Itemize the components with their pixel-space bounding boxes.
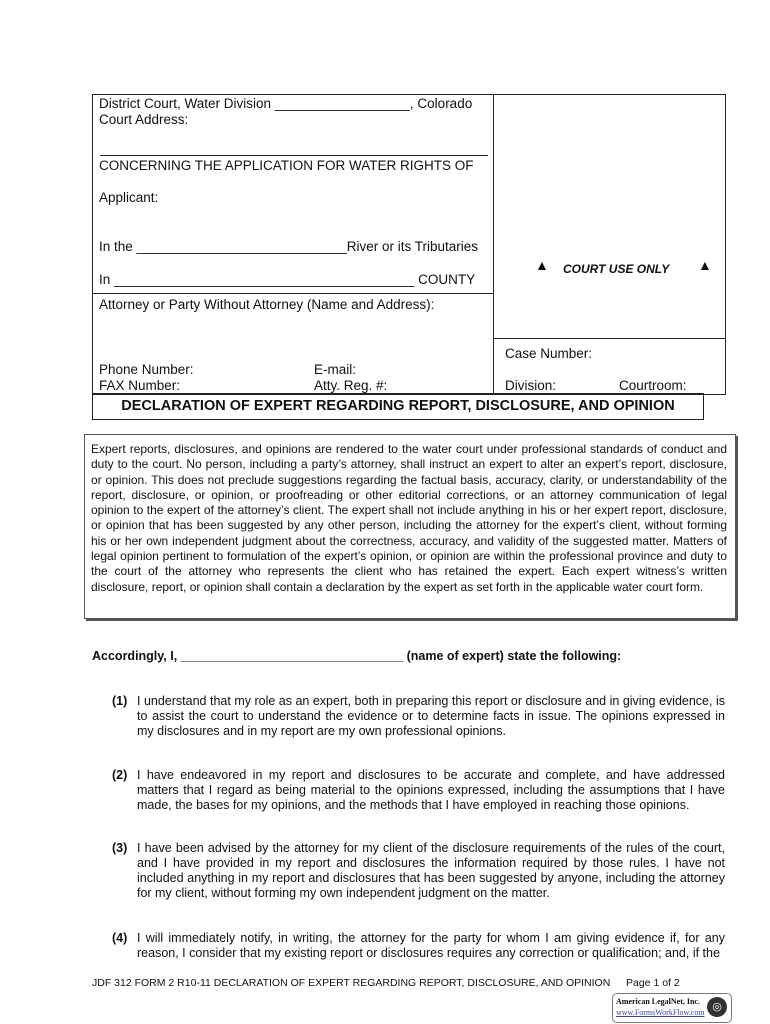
court-line[interactable]: District Court, Water Division __________________, Colorado — [99, 96, 473, 111]
court-address-label[interactable]: Court Address: — [99, 112, 189, 127]
fax-label[interactable]: FAX Number: — [99, 378, 181, 393]
paragraph-number: (4) — [112, 931, 128, 945]
courtroom-label[interactable]: Courtroom: — [619, 378, 687, 393]
concerning-line: CONCERNING THE APPLICATION FOR WATER RIGHTS OF — [99, 158, 474, 173]
email-label[interactable]: E-mail: — [314, 362, 357, 377]
logo-name: American LegalNet, Inc. — [616, 997, 700, 1006]
river-line[interactable]: In the ____________________________River or its Tributaries — [99, 239, 479, 254]
paragraph-number: (3) — [112, 841, 128, 855]
division-label[interactable]: Division: — [505, 378, 557, 393]
footer-form-id: JDF 312 FORM 2 R10-11 DECLARATION OF EXPERT REGARDING REPORT, DISCLOSURE, AND OPINION — [92, 977, 611, 989]
divider-line — [493, 338, 725, 339]
paragraph-text: I have endeavored in my report and disclosures to be accurate and complete, and have addressed matters that I regard as being material to the opinions expressed, including the assumptions that I have made, the bases for my opinions, and the methods that I have employed in reaching those opinions. — [137, 768, 725, 812]
triangle-left-icon: ▲ — [535, 257, 549, 273]
atty-reg-label[interactable]: Atty. Reg. #: — [314, 378, 388, 393]
document-title: DECLARATION OF EXPERT REGARDING REPORT, DISCLOSURE, AND OPINION — [92, 393, 704, 420]
court-use-only-label: COURT USE ONLY — [563, 262, 670, 276]
divider-line — [92, 293, 493, 294]
logo-mark-icon: ◎ — [707, 997, 727, 1017]
applicant-label[interactable]: Applicant: — [99, 190, 159, 205]
case-number-label[interactable]: Case Number: — [505, 346, 593, 361]
paragraph-number: (1) — [112, 694, 128, 708]
paragraph-number: (2) — [112, 768, 128, 782]
paragraph-text: I will immediately notify, in writing, the attorney for the party for whom I am giving evidence if, for any reason, I consider that my existing report or disclosures requires any correction or qualification; and, if the — [137, 931, 725, 960]
accordingly-line[interactable]: Accordingly, I, ________________________________ (name of expert) state the following: — [92, 649, 622, 663]
paragraph-text: I have been advised by the attorney for my client of the disclosure requirements of the rules of the court, and I have provided in my report and disclosures the information required by those rules. I have not included anything in my report and disclosures that has been suggested by anyone, including the attorney for my client, without forming my own independent judgment on the matter. — [137, 841, 725, 900]
divider-line — [100, 155, 488, 156]
attorney-label[interactable]: Attorney or Party Without Attorney (Name and Address): — [99, 297, 435, 312]
triangle-right-icon: ▲ — [698, 257, 712, 273]
footer-page-number: Page 1 of 2 — [626, 977, 680, 989]
phone-label[interactable]: Phone Number: — [99, 362, 194, 377]
county-line[interactable]: In ________________________________________ COUNTY — [99, 272, 476, 287]
logo-link[interactable]: www.FormsWorkFlow.com — [616, 1008, 705, 1017]
paragraph-text: I understand that my role as an expert, both in preparing this report or disclosure and in giving evidence, is to assist the court to understand the evidence or to determine facts in issue. The opinions expressed in my disclosures and in my report are my own professional opinions. — [137, 694, 725, 738]
notice-text: Expert reports, disclosures, and opinions are rendered to the water court under professional standards of conduct and duty to the court. No person, including a party’s attorney, shall instruct an expert to alter an expert’s report, disclosure, or opinion. This does not preclude suggestions regarding the factual basis, accuracy, clarity, or understandability of the report, disclosure, or opinion, or proofreading or other editorial corrections, or an attorney communication of legal opinion to the expert of the attorney’s client. The expert shall not include anything in his or her expert report, disclosure, or opinion that has been suggested by any other person, including the attorney for the expert’s client, without forming his or her own independent judgment about the correctness, accuracy, and validity of the suggested matter. Matters of legal opinion pertinent to formulation of the expert’s opinion, or opinion are within the professional province and duty to the court of the attorney who represents the client who has retained the expert. Each expert witness’s written disclosure, report, or opinion shall contain a declaration by the expert as set forth in the applicable water court form. — [91, 442, 727, 594]
